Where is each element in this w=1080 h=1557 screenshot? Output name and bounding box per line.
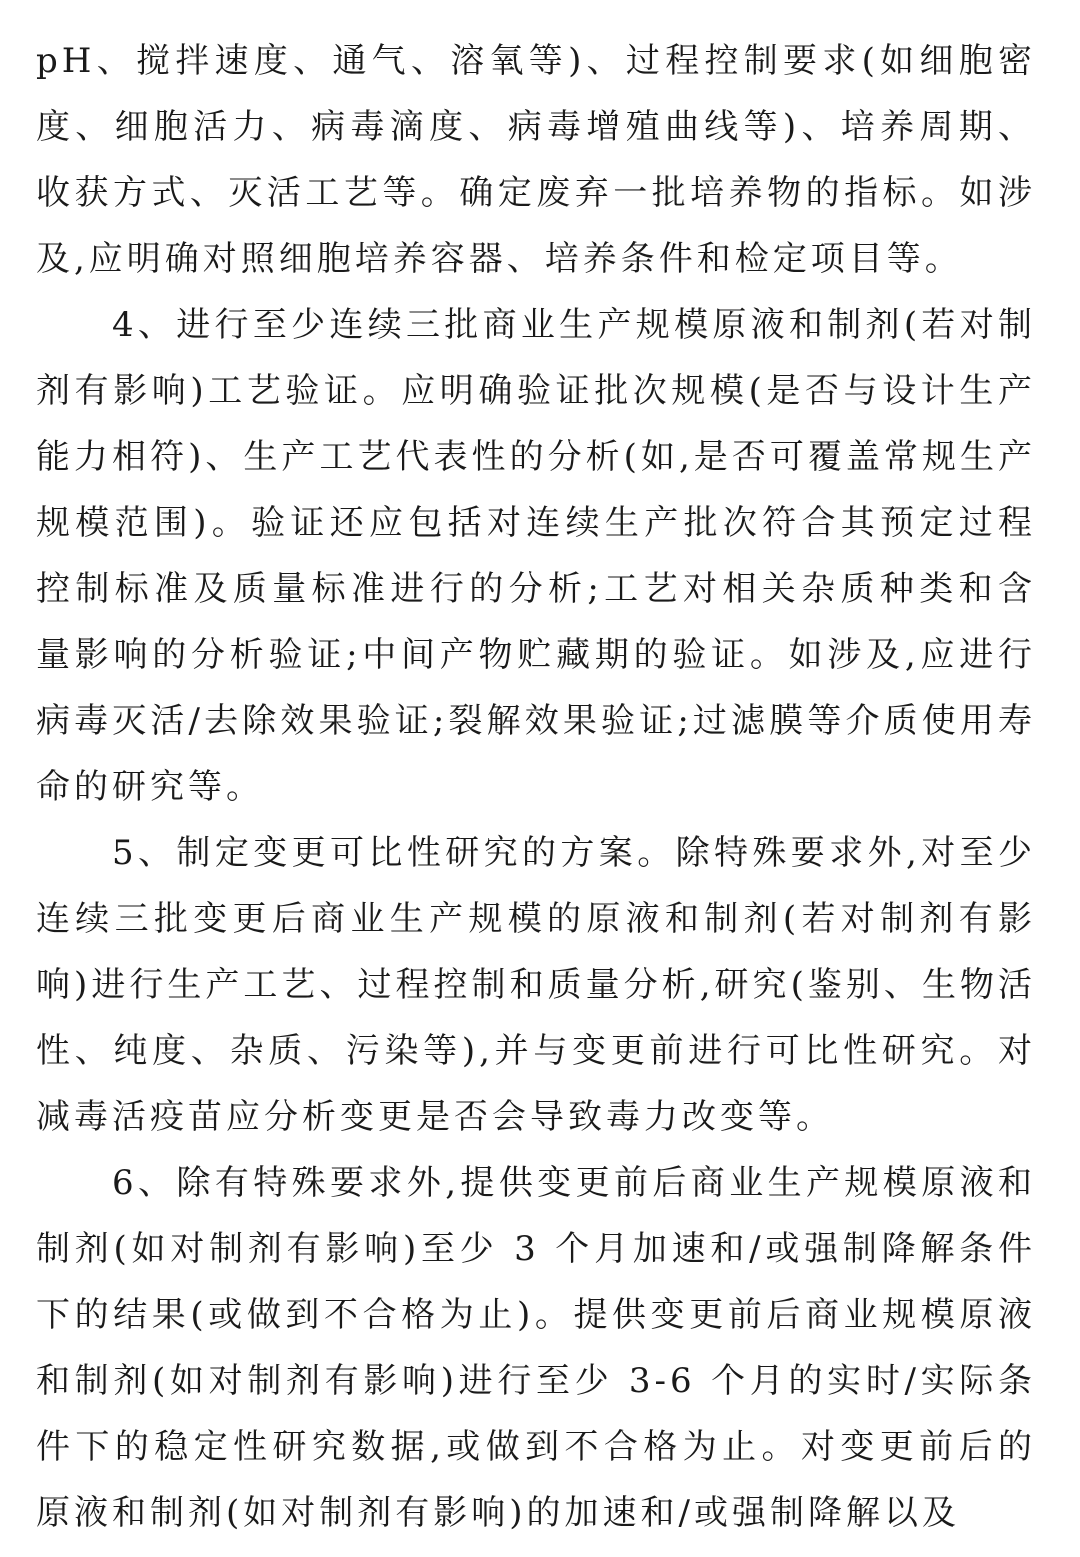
paragraph-continuation: pH、搅拌速度、通气、溶氧等)、过程控制要求(如细胞密度、细胞活力、病毒滴度、病毒增殖曲线等)、培养周期、收获方式、灭活工艺等。确定废弃一批培养物的指标。如涉及,应明确对照细胞培养容器、培养条件和检定项目等。: [36, 41, 1036, 279]
document-page: [36, 28, 1036, 1546]
paragraph-item-4: 4、进行至少连续三批商业生产规模原液和制剂(若对制剂有影响)工艺验证。应明确验证批次规模(是否与设计生产能力相符)、生产工艺代表性的分析(如,是否可覆盖常规生产规模范围)。验证还应包括对连续生产批次符合其预定过程控制标准及质量标准进行的分析;工艺对相关杂质种类和含量影响的分析验证;中间产物贮藏期的验证。如涉及,应进行病毒灭活/去除效果验证;裂解效果验证;过滤膜等介质使用寿命的研究等。: [36, 305, 1037, 807]
paragraph-item-6: 6、除有特殊要求外,提供变更前后商业生产规模原液和制剂(如对制剂有影响)至少 3 个月加速和/或强制降解条件下的结果(或做到不合格为止)。提供变更前后商业规模原液和制剂(如对制剂有影响)进行至少 3-6 个月的实时/实际条件下的稳定性研究数据,或做到不合格为止。对变更前后的原液和制剂(如对制剂有影响)的加速和/或强制降解以及: [36, 1163, 1036, 1533]
paragraph-item-5: 5、制定变更可比性研究的方案。除特殊要求外,对至少连续三批变更后商业生产规模的原液和制剂(若对制剂有影响)进行生产工艺、过程控制和质量分析,研究(鉴别、生物活性、纯度、杂质、污染等),并与变更前进行可比性研究。对减毒活疫苗应分析变更是否会导致毒力改变等。: [36, 833, 1036, 1137]
